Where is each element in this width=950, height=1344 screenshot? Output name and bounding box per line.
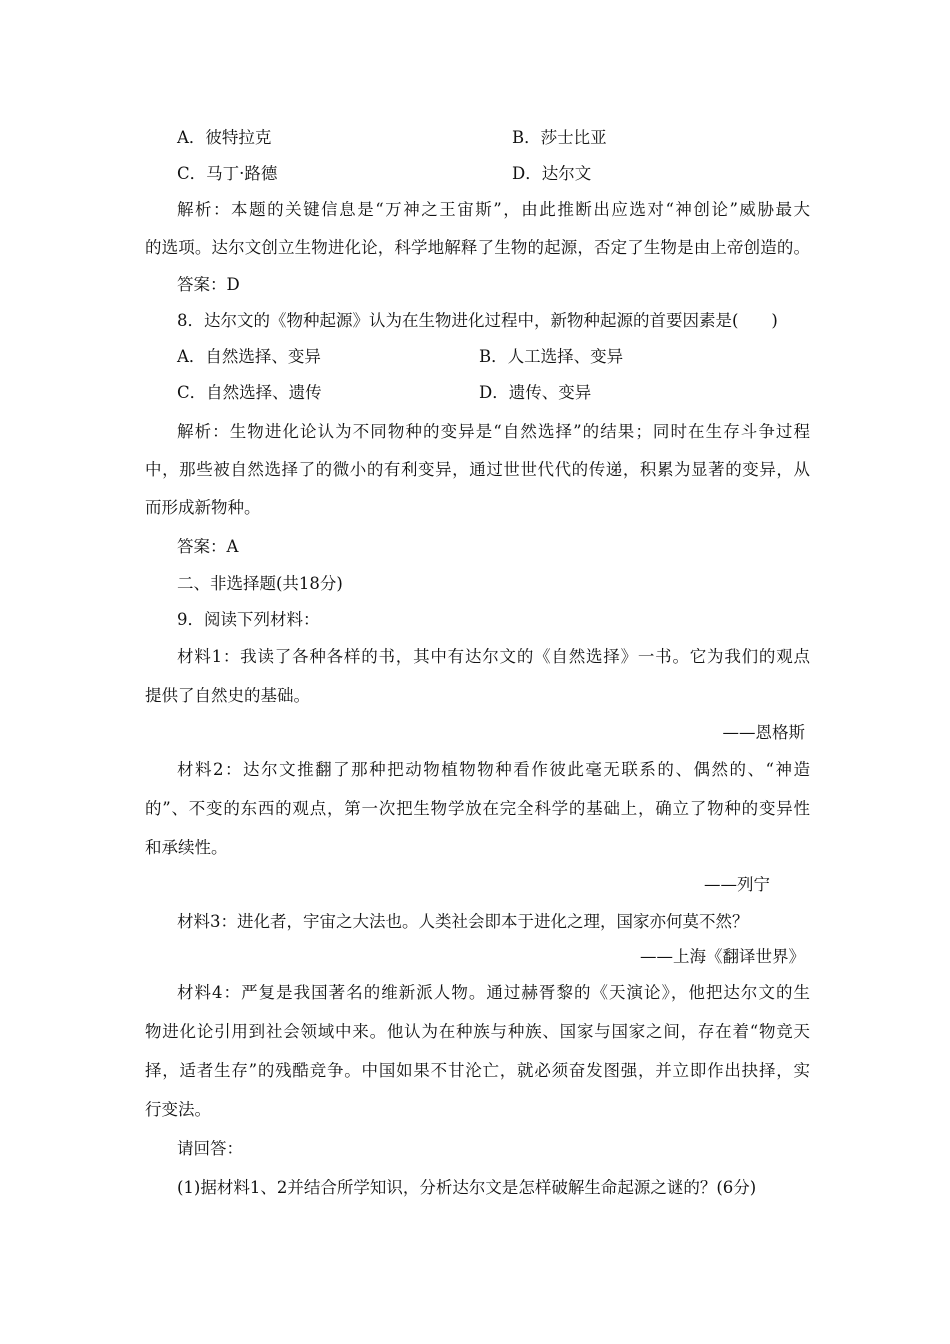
q7-option-c: C．马丁·路德 (177, 164, 278, 183)
material2-line: 的”、不变的东西的观点，第一次把生物学放在完全科学的基础上，确立了物种的变异性 (145, 799, 810, 818)
material4-line: 择，适者生存”的残酷竞争。中国如果不甘沦亡，就必须奋发图强，并立即作出抉择，实 (145, 1061, 810, 1080)
sub-question-1: (1)据材料1、2并结合所学知识，分析达尔文是怎样破解生命起源之谜的？(6分) (177, 1178, 757, 1197)
q8-stem: 8．达尔文的《物种起源》认为在生物进化过程中，新物种起源的首要因素是( ) (177, 311, 778, 330)
material4-line: 材料4：严复是我国著名的维新派人物。通过赫胥黎的《天演论》，他把达尔文的生 (177, 983, 810, 1002)
q8-option-a: A．自然选择、变异 (177, 347, 321, 366)
q7-option-a: A．彼特拉克 (177, 128, 272, 147)
material1-line: 提供了自然史的基础。 (145, 686, 310, 705)
material4-line: 行变法。 (145, 1100, 211, 1119)
q8-answer: 答案：A (177, 537, 239, 556)
q9-stem: 9．阅读下列材料： (177, 610, 320, 629)
q8-option-d: D．遗传、变异 (479, 383, 592, 402)
material2-source: ——列宁 (704, 875, 770, 894)
q7-option-d: D．达尔文 (512, 164, 592, 183)
material1-source: ——恩格斯 (722, 723, 805, 742)
material1-line: 材料1：我读了各种各样的书，其中有达尔文的《自然选择》一书。它为我们的观点 (177, 647, 810, 666)
material2-line: 和承续性。 (145, 838, 228, 857)
q7-option-b: B．莎士比亚 (512, 128, 607, 147)
material4-line: 物进化论引用到社会领域中来。他认为在种族与种族、国家与国家之间，存在着“物竞天 (145, 1022, 810, 1041)
q7-answer: 答案：D (177, 275, 240, 294)
material2-line: 材料2：达尔文推翻了那种把动物植物物种看作彼此毫无联系的、偶然的、“神造 (177, 760, 810, 779)
q7-analysis-line: 的选项。达尔文创立生物进化论，科学地解释了生物的起源，否定了生物是由上帝创造的。 (145, 238, 810, 257)
q8-option-b: B．人工选择、变异 (479, 347, 624, 366)
q8-analysis-line: 而形成新物种。 (145, 498, 261, 517)
section-title: 二、非选择题(共18分) (177, 574, 343, 593)
material3-source: ——上海《翻译世界》 (640, 947, 805, 966)
material3-line: 材料3：进化者，宇宙之大法也。人类社会即本于进化之理，国家亦何莫不然？ (177, 912, 749, 931)
q8-analysis-line: 中，那些被自然选择了的微小的有利变异，通过世世代代的传递，积累为显著的变异，从 (145, 460, 810, 479)
q7-analysis-line: 解析：本题的关键信息是“万神之王宙斯”，由此推断出应选对“神创论”威胁最大 (177, 200, 810, 219)
q8-analysis-line: 解析：生物进化论认为不同物种的变异是“自然选择”的结果；同时在生存斗争过程 (177, 422, 810, 441)
q8-option-c: C．自然选择、遗传 (177, 383, 322, 402)
question-prompt: 请回答： (177, 1139, 243, 1158)
